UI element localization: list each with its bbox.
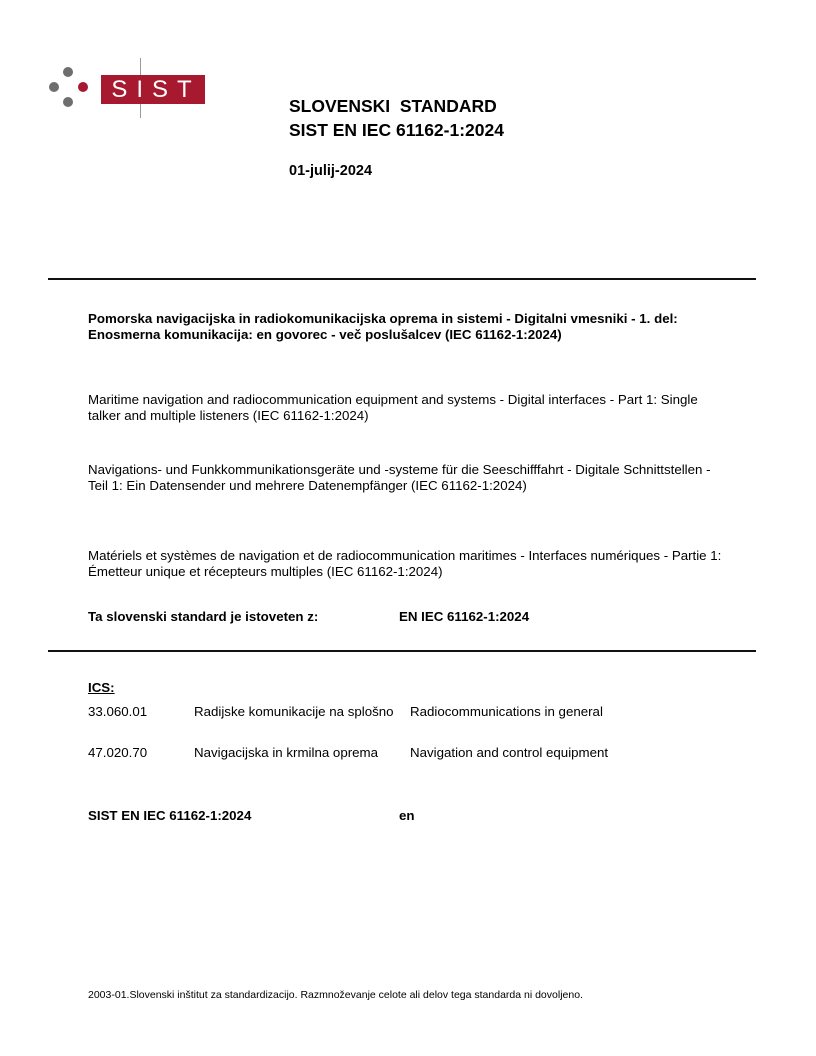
identity-value: EN IEC 61162-1:2024 — [399, 609, 530, 624]
divider-top — [48, 278, 756, 280]
standard-number: SIST EN IEC 61162-1:2024 — [289, 120, 504, 140]
ics-label: ICS: — [88, 680, 115, 695]
identity-label: Ta slovenski standard je istoveten z: — [88, 609, 319, 624]
ics-desc-sl: Navigacijska in krmilna oprema — [194, 745, 379, 760]
summary-standard: SIST EN IEC 61162-1:2024 — [88, 808, 252, 823]
logo-dot-red-icon — [78, 82, 88, 92]
ics-code: 47.020.70 — [88, 745, 148, 760]
logo-dot-top-icon — [63, 67, 73, 77]
logo-dot-left-icon — [49, 82, 59, 92]
doc-type-title: SLOVENSKI STANDARD — [289, 96, 497, 116]
title-french: Matériels et systèmes de navigation et de radiocommunication maritimes - Interfaces numériques - Partie 1: Émetteur unique et récepteurs multiples (IEC 61162-1:2024) — [88, 548, 722, 579]
logo-text: SIST — [101, 75, 205, 104]
ics-code: 33.060.01 — [88, 704, 148, 719]
copyright-footer: 2003-01.Slovenski inštitut za standardizacijo. Razmnoževanje celote ali delov tega standarda ni dovoljeno. — [88, 989, 583, 1001]
ics-desc-en: Radiocommunications in general — [410, 704, 603, 719]
title-english: Maritime navigation and radiocommunication equipment and systems - Digital interfaces - Part 1: Single talker and multiple listeners (IEC 61162-1:2024) — [88, 392, 698, 423]
logo-dot-bottom-icon — [63, 97, 73, 107]
summary-language: en — [399, 808, 415, 823]
publication-date: 01-julij-2024 — [289, 163, 373, 179]
ics-desc-en: Navigation and control equipment — [410, 745, 609, 760]
ics-desc-sl: Radijske komunikacije na splošno — [194, 704, 394, 719]
title-slovenian: Pomorska navigacijska in radiokomunikacijska oprema in sistemi - Digitalni vmesniki - 1. del: Enosmerna komunikacija: en govorec - več poslušalcev (IEC 61162-1:2024) — [88, 311, 678, 342]
title-german: Navigations- und Funkkommunikationsgeräte und -systeme für die Seeschifffahrt - Digitale Schnittstellen - Teil 1: Ein Datensender und mehrere Datenempfänger (IEC 61162-1:2024) — [88, 462, 711, 493]
divider-bottom — [48, 650, 756, 652]
